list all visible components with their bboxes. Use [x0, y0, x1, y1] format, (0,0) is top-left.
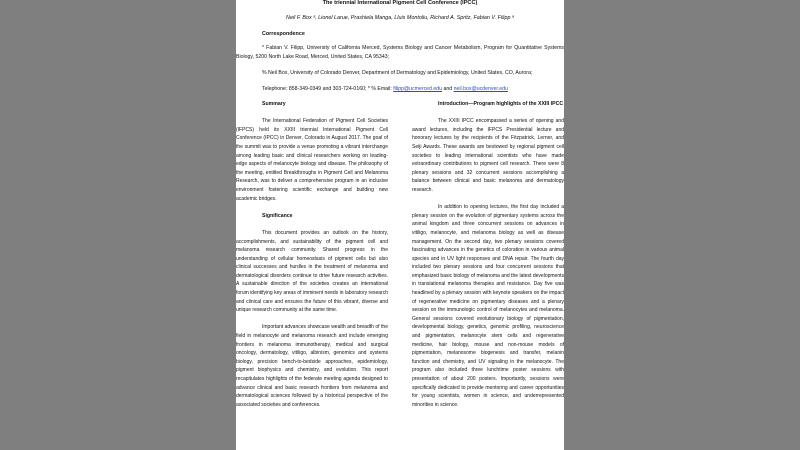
significance-paragraph-1: This document provides an outlook on the history, accomplishments, and sustainability of the pigment cell and melanoma research community. Shared progress in the understanding of cellular homeostasis of pigment cells but also clinical successes and hurdles in the treatment of melanoma and dermatological disorders continue to drive future research activities. A sustainable direction of the societies creates an international forum identifying key areas of imminent needs in laboratory research and clinical care and ensures the future of this vibrant, diverse and unique research community at the same time. — [236, 229, 388, 314]
left-column — [236, 100, 388, 409]
email-link-filipp[interactable]: filipp@ucmerced.edu — [393, 86, 443, 92]
document-page — [236, 0, 564, 450]
introduction-heading: Introduction—Program highlights of the XXIII IPCC — [438, 101, 564, 107]
correspondence-contact — [236, 85, 564, 94]
significance-paragraph-2: Important advances showcase wealth and breadth of the field in melanocyte and melanoma research and include emerging frontiers in melanoma immunotherapy, medical and surgical oncology, dermatology, vitiligo, albinism, genomics and systems biology, precision bench-to-bedside approaches, epidemiology, pigment biophysics and chemistry, and evolution. This report recapitulates highlights of the federate meeting agenda designed to advance clinical and basic research frontiers from melanoma and dermatological sciences followed by a historical perspective of the associated societies and conferences. — [236, 324, 388, 408]
correspondence-address-2: % Neil Box, University of Colorado Denver, Department of Dermatology and Epidemiology, United States, CO, Aurora; — [262, 70, 533, 76]
introduction-paragraph-2: In addition to opening lectures, the first day included a plenary session on the evolution of pigmentary systems across the animal kingdom and three concurrent sessions on advances in vitiligo, melanocyte, and melanoma biology as well as disease management. On the second day, two plenary sessions covered fascinating advances in the genetics of coloration in various animal species and in UV light responses and DNA repair. The fourth day included two plenary sessions and four concurrent sessions that emphasized basic biology of melanoma and the latest developments in translational melanoma therapies and resistance. Day five was headlined by a plenary session with keynote speakers on the impact of regenerative medicine on pigmentary diseases and a plenary session on the immunologic control of melanocytes and melanoma. General sessions covered evolutionary biology of pigmentation, developmental biology, genetics, genomic profiling, neuroscience and pigmentation, melanocyte stem cells and regenerative medicine, hair biology, mouse and non-mouse models of pigmentation, melanosome biogenesis and transfer, melanin function and chemistry, and UV signaling in the melanocyte. The program also included three lunchtime poster sessions with presentation of about 200 posters. Importantly, sessions were specifically dedicated to provide mentoring and career opportunities for young scientists, women in science, and underrepresented minorities in science. — [412, 204, 564, 408]
significance-heading: Significance — [262, 212, 293, 219]
correspondence-address-1: * Fabian V. Filipp, University of California Merced, Systems Biology and Cancer Metabolism, Program for Quantitative Systems Biology, 5200 North Lake Road, Merced, United States, CA 95343; — [236, 45, 564, 60]
paper-title: The triennial International Pigment Cell Conference (IPCC) — [322, 0, 478, 6]
introduction-paragraph-1: The XXIII IPCC encompassed a series of opening and award lectures, including the IFPCS Presidential lecture and honorary lectures by the recipients of the Fitzpatrick, Lerner, and Seiji Awards. These awards are bestowed by regional pigment cell societies to leading international scientists who have made extraordinary contributions to pigment cell research. There were 8 plenary sessions and 32 concurrent sessions accomplishing a balance between clinical and basic melanoma and dermatology research. — [412, 118, 564, 193]
right-column — [412, 100, 564, 409]
correspondence-heading: Correspondence — [262, 31, 305, 37]
email-and-text: and — [442, 86, 454, 92]
author-list: Neil F. Box ᵃ, Lionel Larue, Prashiela Manga, Lluis Montoliu, Richard A. Spritz, Fabian V. Filipp ᵃ — [286, 15, 514, 21]
email-link-box[interactable]: neil.box@ucdenver.edu — [453, 86, 508, 92]
summary-heading: Summary — [262, 101, 286, 107]
telephone-text: Telephone: 858-349-0349 and 303-724-0160; * % Email: — [262, 86, 394, 92]
summary-paragraph: The International Federation of Pigment Cell Societies (IFPCS) held its XXIII triennial International Pigment Cell Conference (IPCC) in Denver, Colorado in August 2017. The goal of the summit was to provide a venue promoting a vibrant interchange among leading basic and clinical researchers working on leading-edge aspects of melanocyte biology and disease. The philosophy of the meeting, entitled Breakthroughs in Pigment Cell and Melanoma Research, was to deliver a comprehensive program in an inclusive environment fostering scientific exchange and building new academic bridges. — [236, 118, 388, 202]
